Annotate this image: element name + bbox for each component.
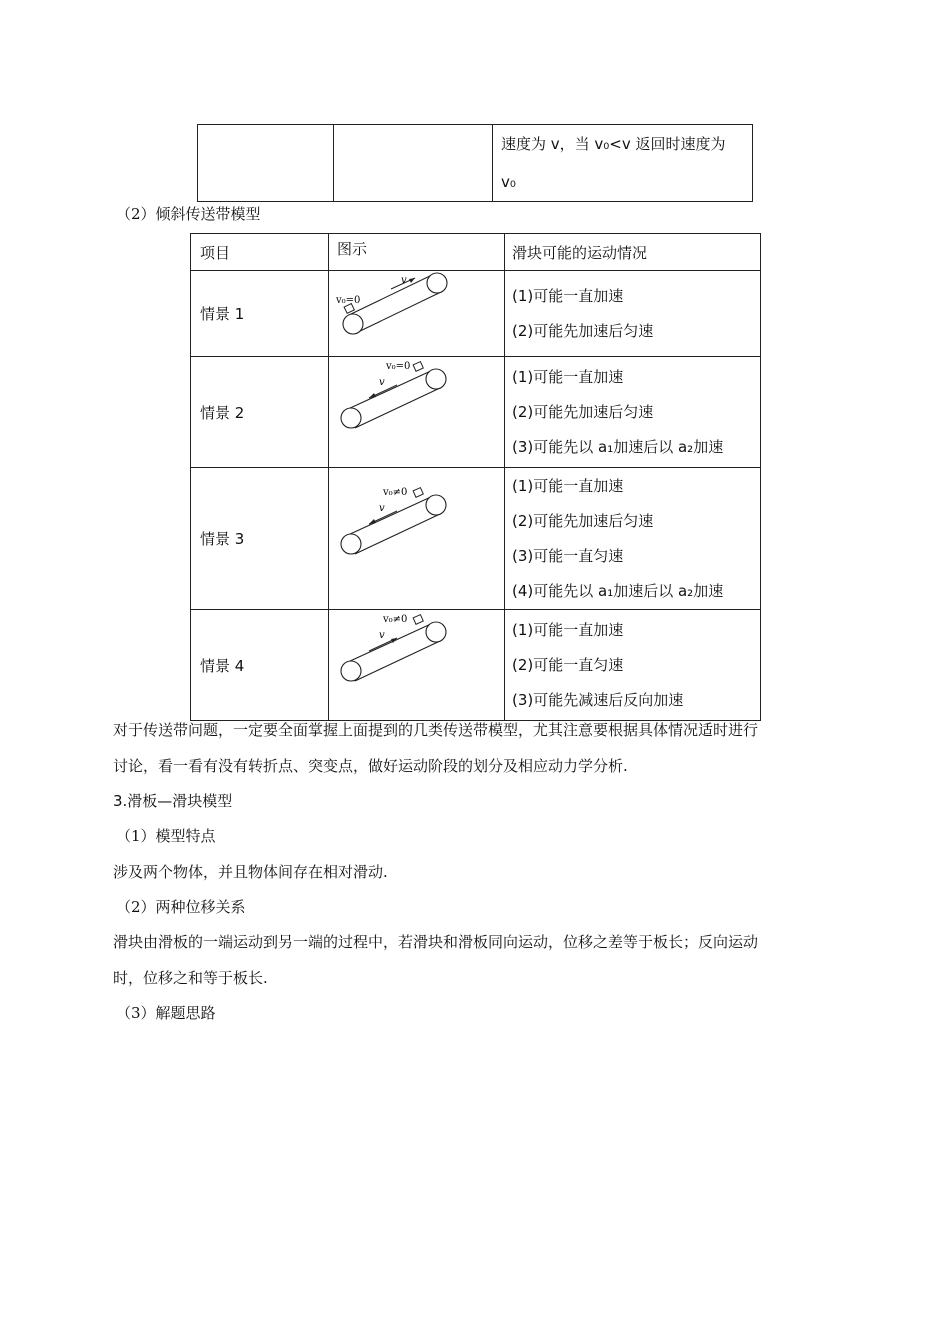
list-item: (2)可能先加速后匀速 xyxy=(512,402,654,421)
list-item: (4)可能先以 a₁加速后以 a₂加速 xyxy=(512,581,724,600)
table-row xyxy=(191,610,761,721)
empty-cell xyxy=(334,125,493,202)
table-row xyxy=(191,357,761,468)
motion-cell xyxy=(505,610,761,721)
body-text: 滑块由滑板的一端运动到另一端的过程中，若滑块和滑板同向运动，位移之差等于板长；反向运动 xyxy=(113,933,759,951)
figure-cell xyxy=(329,271,505,357)
list-item: (1)可能一直加速 xyxy=(512,367,624,386)
list-item: (3)可能先以 a₁加速后以 a₂加速 xyxy=(512,437,724,456)
header-motion: 滑块可能的运动情况 xyxy=(505,234,761,271)
list-item: (3)可能先减速后反向加速 xyxy=(512,690,684,709)
scenario-label: 情景 4 xyxy=(191,610,329,721)
v-label: v xyxy=(379,630,385,641)
subsection-heading: （1）模型特点 xyxy=(116,827,216,845)
figure-cell xyxy=(329,357,505,468)
v-label: v xyxy=(401,275,407,286)
v0-label: v₀≠0 xyxy=(383,614,408,625)
list-item: (1)可能一直加速 xyxy=(512,620,624,639)
header-item: 项目 xyxy=(191,234,329,271)
cell-line: v₀ xyxy=(501,173,516,191)
section-heading: 3.滑板—滑块模型 xyxy=(113,792,233,810)
incline-belt-table xyxy=(190,233,761,721)
figure-cell xyxy=(329,610,505,721)
v-label: v xyxy=(379,377,385,388)
body-text: 对于传送带问题，一定要全面掌握上面提到的几类传送带模型，尤其注意要根据具体情况适时进行 xyxy=(113,721,759,739)
incline-belt-diagram xyxy=(329,610,496,720)
empty-cell xyxy=(198,125,334,202)
list-item: (3)可能一直匀速 xyxy=(512,546,624,565)
body-text: 讨论，看一看有没有转折点、突变点，做好运动阶段的划分及相应动力学分析. xyxy=(113,757,628,775)
subsection-heading: （3）解题思路 xyxy=(116,1004,216,1022)
list-item: (2)可能一直匀速 xyxy=(512,655,624,674)
incline-belt-diagram xyxy=(329,271,496,356)
body-text: 时，位移之和等于板长. xyxy=(113,969,268,987)
figure-cell xyxy=(329,468,505,610)
v0-label: v₀≠0 xyxy=(383,487,408,498)
table-row xyxy=(191,468,761,610)
header-figure: 图示 xyxy=(329,234,505,271)
v0-label: v₀=0 xyxy=(386,361,411,372)
v0-label: v₀=0 xyxy=(336,295,361,306)
scenario-label: 情景 2 xyxy=(191,357,329,468)
horizontal-belt-table-tail xyxy=(197,124,753,202)
scenario-label: 情景 1 xyxy=(191,271,329,357)
table-row xyxy=(191,271,761,357)
section-title: （2）倾斜传送带模型 xyxy=(116,205,261,223)
body-text: 涉及两个物体，并且物体间存在相对滑动. xyxy=(113,863,388,881)
list-item: (1)可能一直加速 xyxy=(512,476,624,495)
v-label: v xyxy=(379,503,385,514)
table-row xyxy=(198,125,753,202)
motion-cell xyxy=(505,357,761,468)
list-item: (2)可能先加速后匀速 xyxy=(512,511,654,530)
motion-cell xyxy=(505,271,761,357)
table-header-row xyxy=(191,234,761,271)
cell-line: 速度为 v，当 v₀<v 返回时速度为 xyxy=(501,135,726,153)
incline-belt-diagram xyxy=(329,357,496,467)
description-cell xyxy=(493,125,753,202)
scenario-label: 情景 3 xyxy=(191,468,329,610)
list-item: (1)可能一直加速 xyxy=(512,286,624,305)
motion-cell xyxy=(505,468,761,610)
subsection-heading: （2）两种位移关系 xyxy=(116,898,246,916)
list-item: (2)可能先加速后匀速 xyxy=(512,321,654,340)
incline-belt-diagram xyxy=(329,468,496,609)
